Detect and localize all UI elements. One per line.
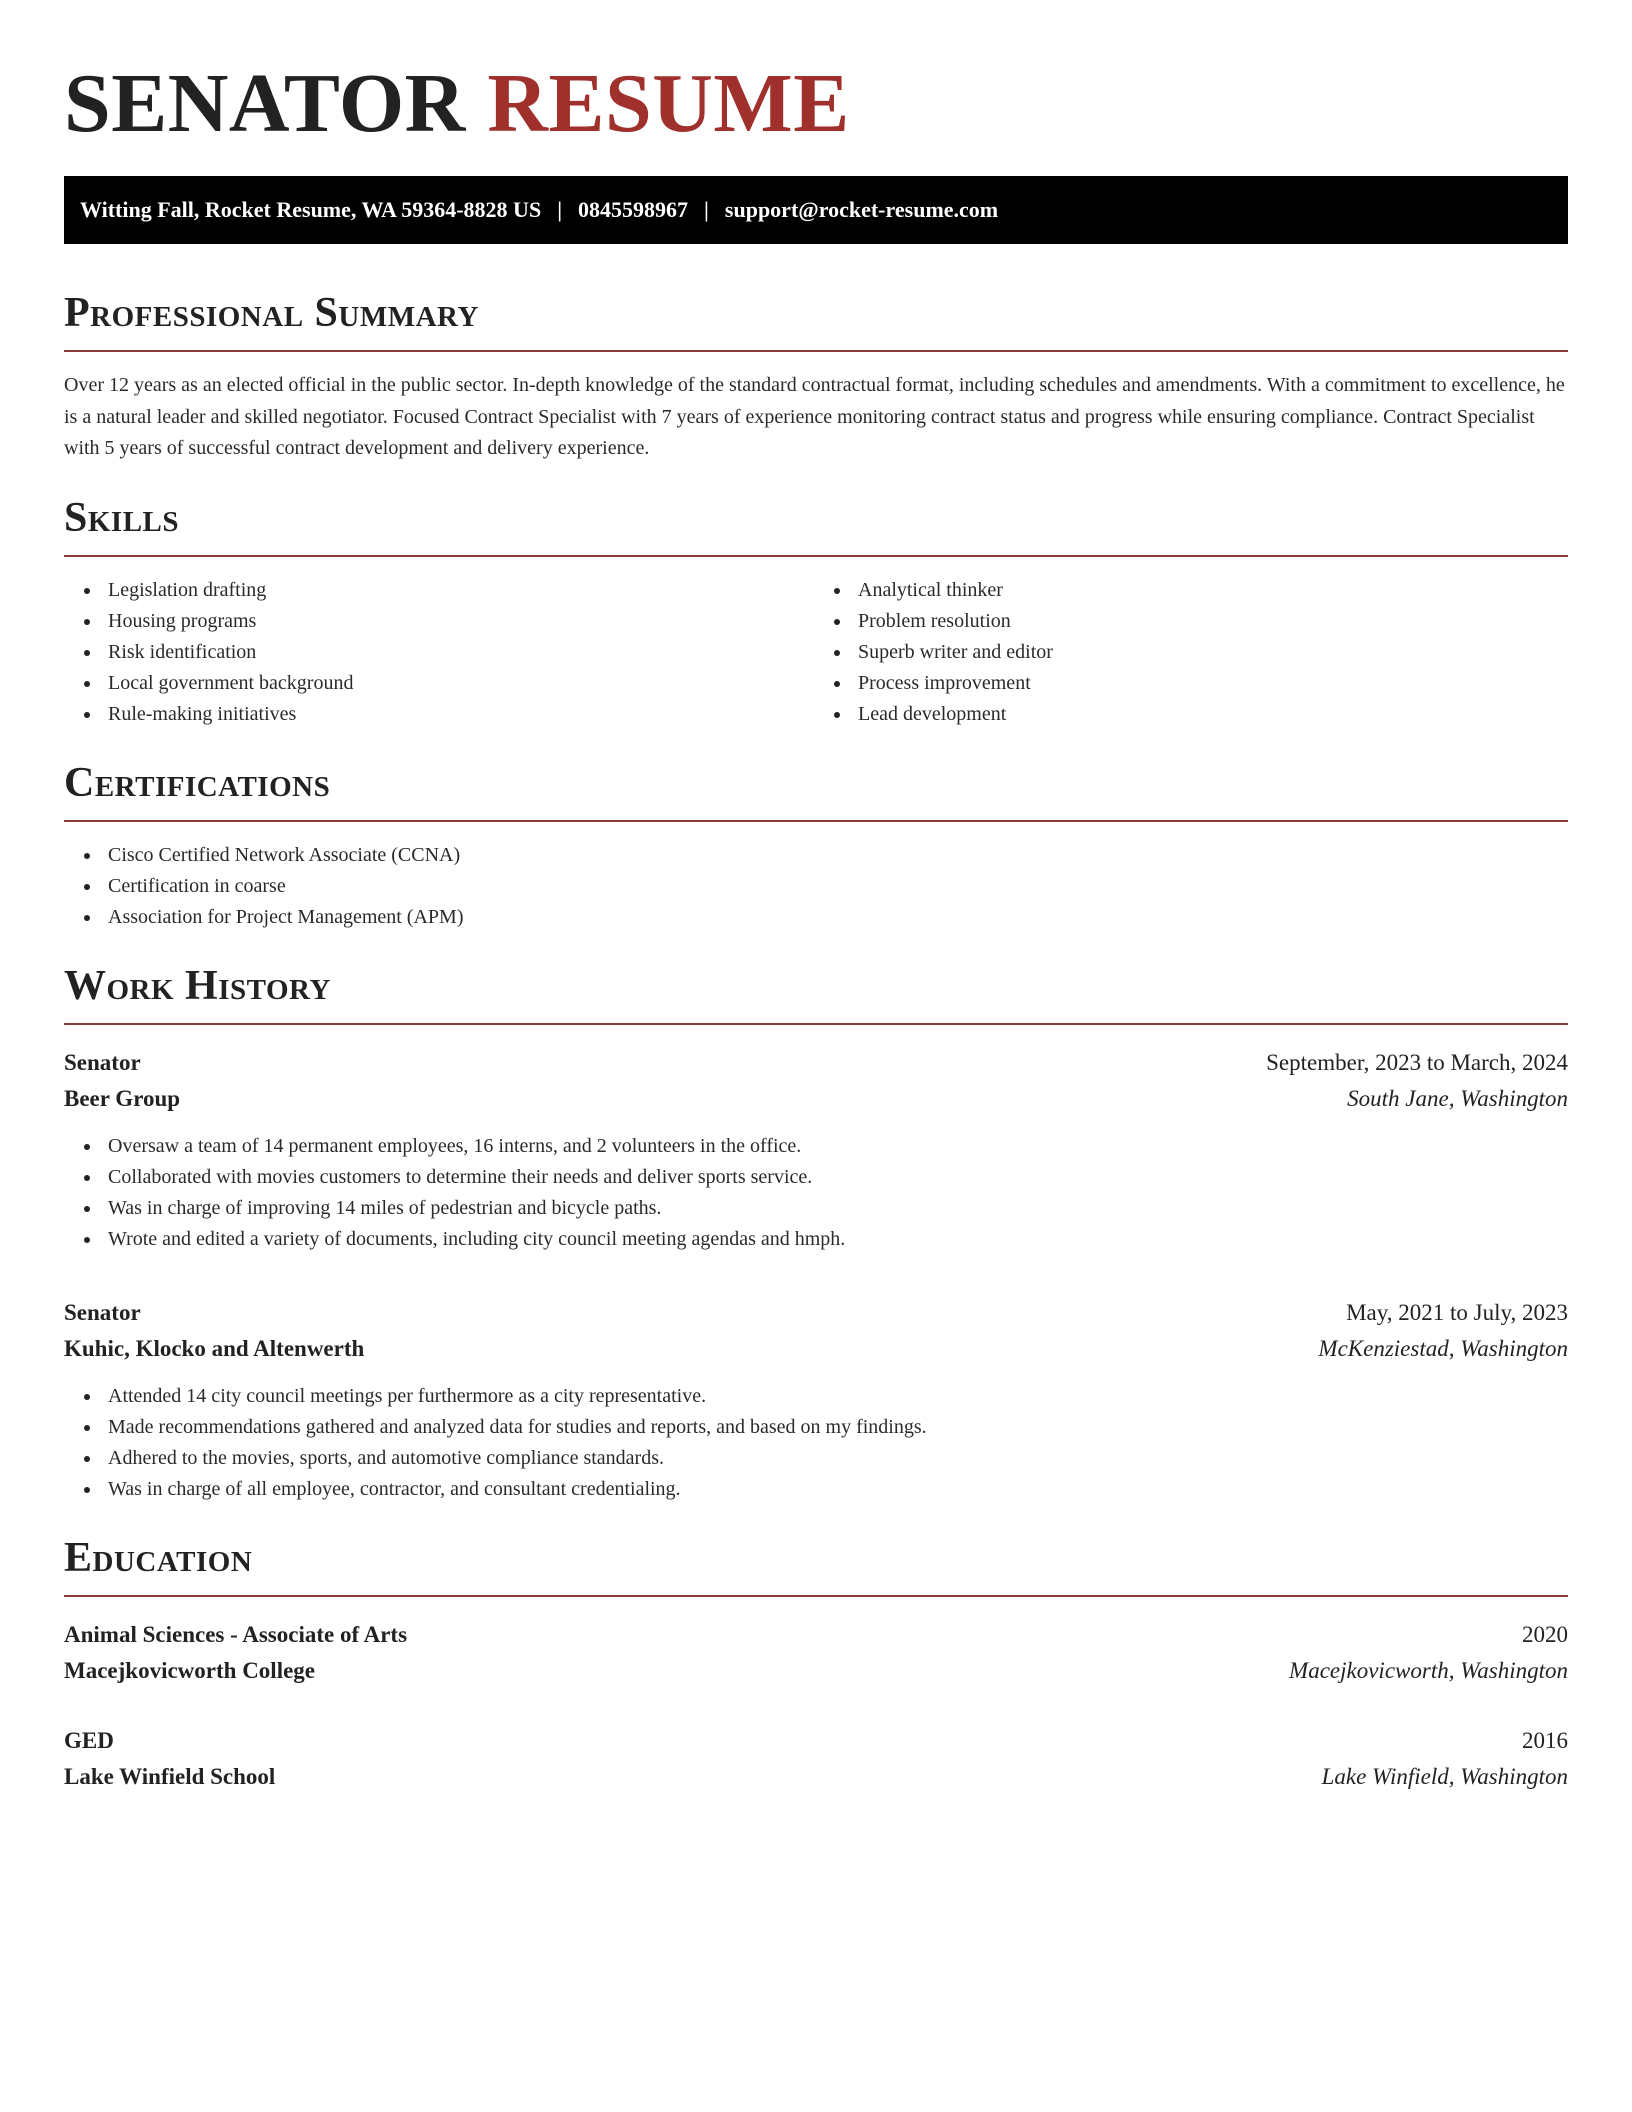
contact-separator: |: [557, 197, 563, 222]
certification-item: Certification in coarse: [108, 871, 1568, 902]
education-location: Lake Winfield, Washington: [1321, 1763, 1568, 1789]
section-title-work-history: Work History: [64, 962, 331, 1009]
job-header-row: [64, 1295, 1568, 1331]
skill-item: Legislation drafting: [108, 575, 818, 606]
education-location: Macejkovicworth, Washington: [1289, 1657, 1568, 1683]
certifications-list: [64, 840, 1568, 933]
contact-bar: [64, 176, 1568, 244]
job-bullet: Attended 14 city council meetings per furthermore as a city representative.: [108, 1381, 1568, 1412]
section-divider: [64, 820, 1568, 822]
section-divider: [64, 1595, 1568, 1597]
name-first: SENATOR: [64, 57, 466, 150]
job-dates: September, 2023 to March, 2024: [1266, 1049, 1568, 1075]
job-bullet: Wrote and edited a variety of documents, including city council meeting agendas and hmph.: [108, 1224, 1568, 1255]
job-entry: [64, 1295, 1568, 1505]
education-entry: [64, 1617, 1568, 1689]
education-school-row: [64, 1653, 1568, 1689]
section-title-skills: Skills: [64, 494, 180, 541]
section-skills: [64, 493, 1568, 730]
section-certifications: [64, 758, 1568, 933]
job-bullet: Adhered to the movies, sports, and automotive compliance standards.: [108, 1443, 1568, 1474]
name-last: RESUME: [487, 57, 850, 150]
education-degree-row: [64, 1723, 1568, 1759]
certification-item: Association for Project Management (APM): [108, 902, 1568, 933]
job-bullet: Made recommendations gathered and analyzed data for studies and reports, and based on my findings.: [108, 1412, 1568, 1443]
job-location: McKenziestad, Washington: [1318, 1335, 1568, 1361]
skill-item: Analytical thinker: [858, 575, 1568, 606]
section-title-certifications: Certifications: [64, 759, 331, 806]
job-header-row: [64, 1045, 1568, 1081]
education-degree-row: [64, 1617, 1568, 1653]
education-year: 2020: [1522, 1621, 1568, 1647]
job-bullets: [64, 1131, 1568, 1255]
job-company-row: [64, 1081, 1568, 1117]
certification-item: Cisco Certified Network Associate (CCNA): [108, 840, 1568, 871]
skills-grid: [64, 557, 1568, 730]
job-role: Senator: [64, 1299, 141, 1325]
summary-text: Over 12 years as an elected official in the public sector. In-depth knowledge of the standard contractual format, including schedules and amendments. With a commitment to excellence, he is a natural leader and skilled negotiator. Focused Contract Specialist with 7 years of experience monitoring contract status and progress while ensuring compliance. Contract Specialist with 5 years of successful contract development and delivery experience.: [64, 374, 1565, 459]
resume-name: [64, 54, 1568, 154]
education-entry: [64, 1723, 1568, 1795]
skill-item: Process improvement: [858, 668, 1568, 699]
contact-separator: |: [704, 197, 709, 222]
section-work-history: [64, 961, 1568, 1505]
education-school: Macejkovicworth College: [64, 1657, 316, 1683]
skill-item: Rule-making initiatives: [108, 699, 818, 730]
job-company: Beer Group: [64, 1085, 181, 1111]
skill-item: Local government background: [108, 668, 818, 699]
job-bullet: Oversaw a team of 14 permanent employees, 16 interns, and 2 volunteers in the office.: [108, 1131, 1568, 1162]
education-year: 2016: [1522, 1727, 1568, 1753]
skill-item: Risk identification: [108, 637, 818, 668]
job-location: South Jane, Washington: [1347, 1085, 1568, 1111]
contact-phone: 0845598967: [578, 197, 689, 222]
job-bullet: Collaborated with movies customers to determine their needs and deliver sports service.: [108, 1162, 1568, 1193]
job-bullets: [64, 1381, 1568, 1505]
section-title-summary: Professional Summary: [64, 290, 479, 336]
section-education: [64, 1533, 1568, 1795]
section-professional-summary: [64, 288, 1568, 465]
education-degree: Animal Sciences - Associate of Arts: [64, 1621, 408, 1647]
skill-item: Lead development: [858, 699, 1568, 730]
skills-list-right: [818, 575, 1568, 730]
section-divider: [64, 350, 1568, 352]
education-degree: GED: [64, 1727, 114, 1753]
skill-item: Housing programs: [108, 606, 818, 637]
job-entry: [64, 1045, 1568, 1255]
skill-item: Problem resolution: [858, 606, 1568, 637]
job-bullet: Was in charge of improving 14 miles of pedestrian and bicycle paths.: [108, 1193, 1568, 1224]
job-company: Kuhic, Klocko and Altenwerth: [64, 1335, 365, 1361]
skill-item: Superb writer and editor: [858, 637, 1568, 668]
education-school: Lake Winfield School: [64, 1763, 276, 1789]
job-dates: May, 2021 to July, 2023: [1346, 1299, 1568, 1325]
education-school-row: [64, 1759, 1568, 1795]
skills-list-left: [64, 575, 818, 730]
section-divider: [64, 1023, 1568, 1025]
job-company-row: [64, 1331, 1568, 1367]
job-role: Senator: [64, 1049, 141, 1075]
contact-email: support@rocket-resume.com: [724, 197, 999, 222]
section-title-education: Education: [64, 1534, 253, 1581]
contact-address: Witting Fall, Rocket Resume, WA 59364-8828 US: [80, 197, 542, 222]
job-bullet: Was in charge of all employee, contractor, and consultant credentialing.: [108, 1474, 1568, 1505]
